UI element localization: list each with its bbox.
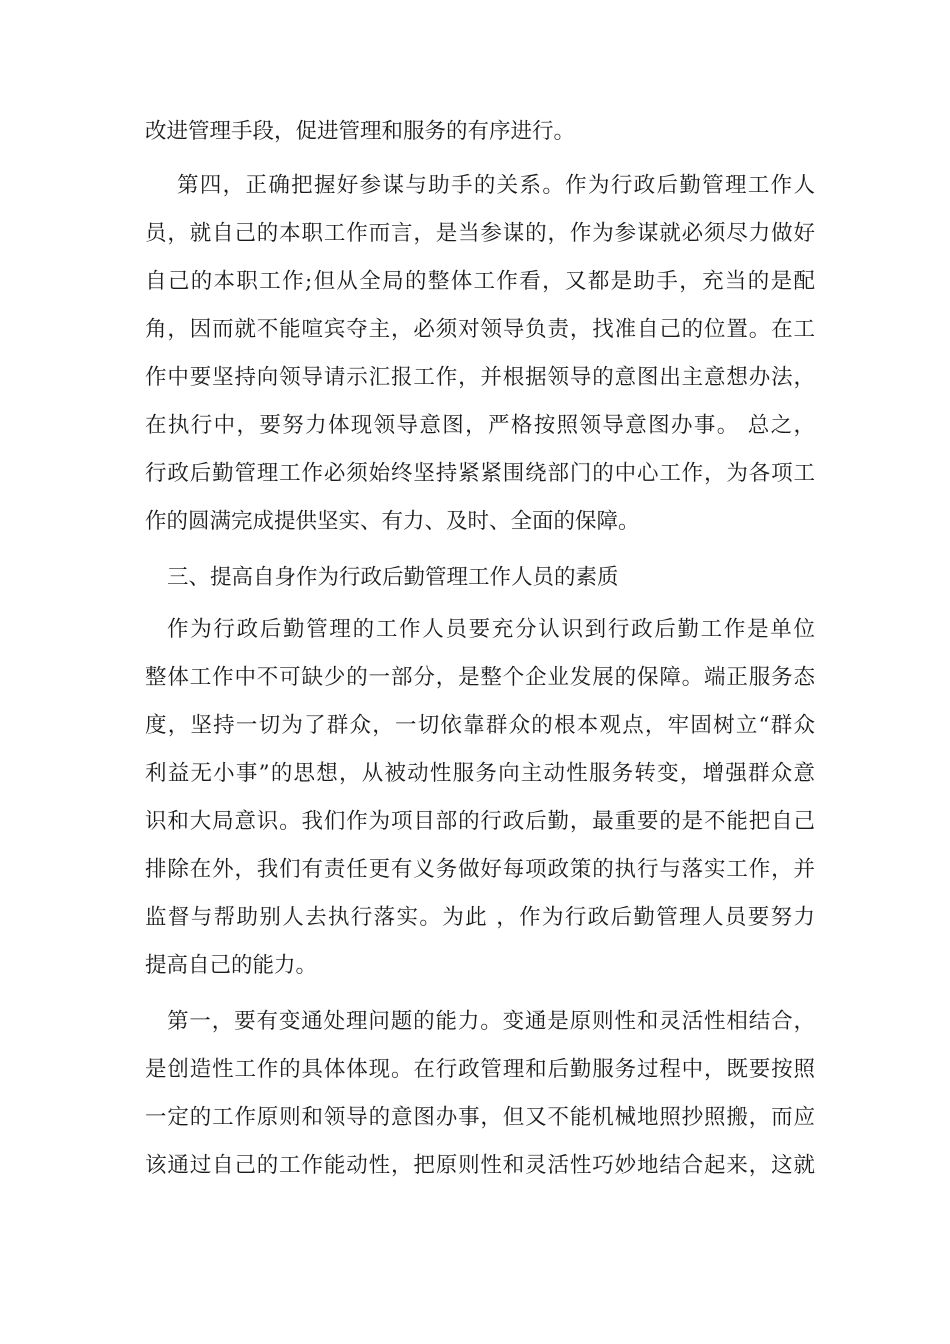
- text-line: 第一，要有变通处理问题的能力。变通是原则性和灵活性相结合，: [167, 1009, 815, 1034]
- text-line: 作的圆满完成提供坚实、有力、及时、全面的保障。: [145, 509, 640, 534]
- text-line: 在执行中，要努力体现领导意图，严格按照领导意图办事。 总之，: [145, 413, 815, 438]
- text-line: 自己的本职工作;但从全局的整体工作看，又都是助手，充当的是配: [145, 269, 815, 294]
- text-line: 利益无小事”的思想，从被动性服务向主动性服务转变，增强群众意: [145, 761, 815, 786]
- text-line: 改进管理手段，促进管理和服务的有序进行。: [145, 119, 576, 144]
- text-line: 监督与帮助别人去执行落实。为此 ，作为行政后勤管理人员要努力: [145, 905, 815, 930]
- text-line: 识和大局意识。我们作为项目部的行政后勤，最重要的是不能把自己: [145, 809, 815, 834]
- text-line: 员，就自己的本职工作而言，是当参谋的，作为参谋就必须尽力做好: [145, 221, 815, 246]
- text-line: 该通过自己的工作能动性，把原则性和灵活性巧妙地结合起来，这就: [145, 1153, 815, 1178]
- text-line: 作中要坚持向领导请示汇报工作，并根据领导的意图出主意想办法，: [145, 365, 815, 390]
- text-line: 行政后勤管理工作必须始终坚持紧紧围绕部门的中心工作，为各项工: [145, 461, 815, 486]
- text-line: 作为行政后勤管理的工作人员要充分认识到行政后勤工作是单位: [167, 617, 815, 642]
- text-line: 整体工作中不可缺少的一部分，是整个企业发展的保障。端正服务态: [145, 665, 815, 690]
- text-line: 第四，正确把握好参谋与助手的关系。作为行政后勤管理工作人: [177, 173, 815, 198]
- text-line: 一定的工作原则和领导的意图办事，但又不能机械地照抄照搬，而应: [145, 1105, 815, 1130]
- text-line: 提高自己的能力。: [145, 953, 318, 978]
- text-line: 三、提高自身作为行政后勤管理工作人员的素质: [167, 565, 619, 590]
- text-line: 是创造性工作的具体体现。在行政管理和后勤服务过程中，既要按照: [145, 1057, 815, 1082]
- text-line: 角，因而就不能喧宾夺主，必须对领导负责，找准自己的位置。在工: [145, 317, 815, 342]
- text-line: 度，坚持一切为了群众，一切依靠群众的根本观点，牢固树立“群众: [145, 713, 815, 738]
- text-line: 排除在外，我们有责任更有义务做好每项政策的执行与落实工作，并: [145, 857, 815, 882]
